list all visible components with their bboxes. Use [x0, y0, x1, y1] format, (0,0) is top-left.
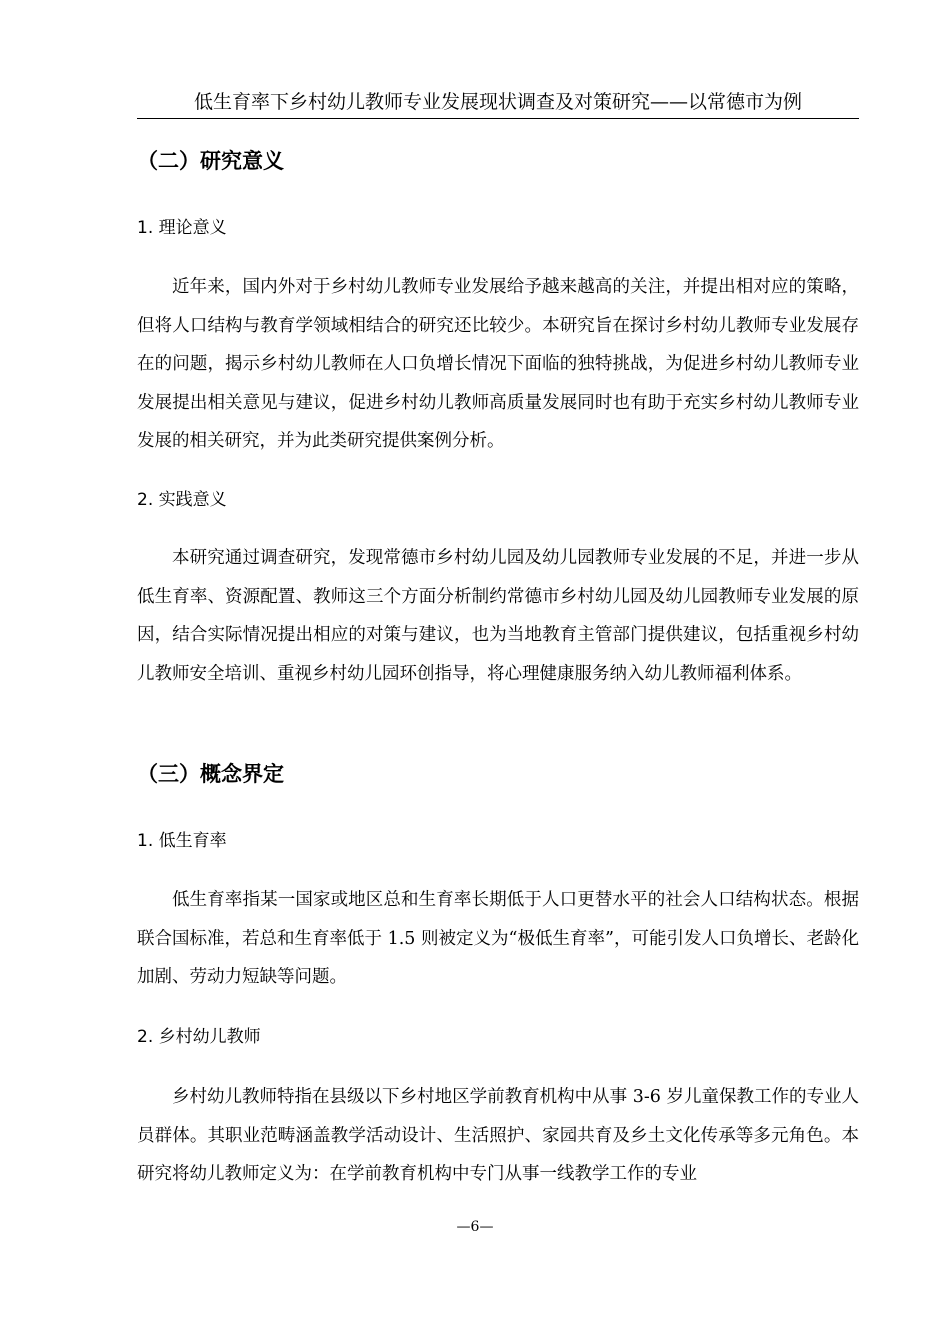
section-heading-concept-definition: （三）概念界定: [137, 762, 284, 786]
section-heading-research-significance: （二）研究意义: [137, 149, 284, 173]
paragraph-theoretical-significance: 近年来，国内外对于乡村幼儿教师专业发展给予越来越高的关注，并提出相对应的策略，但将人口结构与教育学领域相结合的研究还比较少。本研究旨在探讨乡村幼儿教师专业发展存在的问题，揭示乡村幼儿教师在人口负增长情况下面临的独特挑战，为促进乡村幼儿教师专业发展提出相关意见与建议，促进乡村幼儿教师高质量发展同时也有助于充实乡村幼儿教师专业发展的相关研究，并为此类研究提供案例分析。: [137, 277, 859, 451]
paragraph-low-fertility: 低生育率指某一国家或地区总和生育率长期低于人口更替水平的社会人口结构状态。根据联合国标准，若总和生育率低于 1.5 则被定义为“极低生育率”，可能引发人口负增长、老龄化加剧、劳动力短缺等问题。: [137, 890, 859, 987]
subsection-heading-rural-preschool-teachers: 2. 乡村幼儿教师: [137, 1027, 261, 1047]
paragraph-practical-significance: 本研究通过调查研究，发现常德市乡村幼儿园及幼儿园教师专业发展的不足，并进一步从低生育率、资源配置、教师这三个方面分析制约常德市乡村幼儿园及幼儿园教师专业发展的原因，结合实际情况提出相应的对策与建议，也为当地教育主管部门提供建议，包括重视乡村幼儿教师安全培训、重视乡村幼儿园环创指导，将心理健康服务纳入幼儿教师福利体系。: [137, 548, 859, 684]
paragraph-rural-preschool-teachers: 乡村幼儿教师特指在县级以下乡村地区学前教育机构中从事 3-6 岁儿童保教工作的专业人员群体。其职业范畴涵盖教学活动设计、生活照护、家园共育及乡土文化传承等多元角色。本研究将幼儿教师定义为：在学前教育机构中专门从事一线教学工作的专业: [137, 1087, 859, 1184]
subsection-heading-practical-significance: 2. 实践意义: [137, 490, 227, 510]
page-number: —6—: [456, 1219, 494, 1235]
subsection-heading-low-fertility: 1. 低生育率: [137, 831, 227, 851]
header-rule: [137, 118, 859, 119]
subsection-heading-theoretical-significance: 1. 理论意义: [137, 218, 227, 238]
running-header: 低生育率下乡村幼儿教师专业发展现状调查及对策研究——以常德市为例: [193, 91, 802, 113]
